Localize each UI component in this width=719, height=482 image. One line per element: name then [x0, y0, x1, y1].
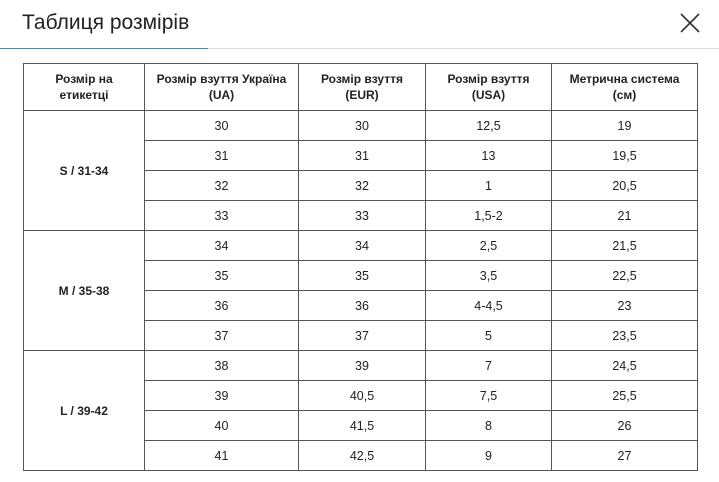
header-label-size: Розмір на етикетці	[24, 64, 145, 111]
eur-size-cell: 32	[299, 171, 426, 201]
usa-size-cell: 9	[426, 441, 552, 471]
metric-size-cell: 26	[552, 411, 698, 441]
size-group-label: L / 39-42	[24, 351, 145, 471]
header-ua-size: Розмір взуття Україна (UA)	[145, 64, 299, 111]
metric-size-cell: 20,5	[552, 171, 698, 201]
usa-size-cell: 4-4,5	[426, 291, 552, 321]
ua-size-cell: 31	[145, 141, 299, 171]
metric-size-cell: 27	[552, 441, 698, 471]
eur-size-cell: 41,5	[299, 411, 426, 441]
metric-size-cell: 25,5	[552, 381, 698, 411]
metric-size-cell: 19,5	[552, 141, 698, 171]
usa-size-cell: 1	[426, 171, 552, 201]
metric-size-cell: 19	[552, 111, 698, 141]
header-eur-size: Розмір взуття (EUR)	[299, 64, 426, 111]
eur-size-cell: 37	[299, 321, 426, 351]
header-metric-size: Метрична система (см)	[552, 64, 698, 111]
close-icon	[676, 9, 704, 37]
usa-size-cell: 7,5	[426, 381, 552, 411]
size-group-label: S / 31-34	[24, 111, 145, 231]
usa-size-cell: 12,5	[426, 111, 552, 141]
eur-size-cell: 34	[299, 231, 426, 261]
metric-size-cell: 21,5	[552, 231, 698, 261]
ua-size-cell: 33	[145, 201, 299, 231]
eur-size-cell: 39	[299, 351, 426, 381]
eur-size-cell: 33	[299, 201, 426, 231]
ua-size-cell: 38	[145, 351, 299, 381]
eur-size-cell: 31	[299, 141, 426, 171]
eur-size-cell: 40,5	[299, 381, 426, 411]
usa-size-cell: 13	[426, 141, 552, 171]
size-table	[23, 63, 698, 471]
ua-size-cell: 40	[145, 411, 299, 441]
close-button[interactable]	[676, 9, 704, 37]
metric-size-cell: 23,5	[552, 321, 698, 351]
table-header-row	[24, 64, 698, 111]
ua-size-cell: 36	[145, 291, 299, 321]
usa-size-cell: 5	[426, 321, 552, 351]
table-row	[24, 351, 698, 381]
title-underline	[0, 48, 208, 49]
table-body	[24, 111, 698, 471]
ua-size-cell: 32	[145, 171, 299, 201]
usa-size-cell: 3,5	[426, 261, 552, 291]
size-group-label: M / 35-38	[24, 231, 145, 351]
ua-size-cell: 30	[145, 111, 299, 141]
metric-size-cell: 22,5	[552, 261, 698, 291]
metric-size-cell: 23	[552, 291, 698, 321]
ua-size-cell: 39	[145, 381, 299, 411]
usa-size-cell: 8	[426, 411, 552, 441]
ua-size-cell: 34	[145, 231, 299, 261]
header-usa-size: Розмір взуття (USA)	[426, 64, 552, 111]
usa-size-cell: 2,5	[426, 231, 552, 261]
eur-size-cell: 35	[299, 261, 426, 291]
metric-size-cell: 21	[552, 201, 698, 231]
usa-size-cell: 7	[426, 351, 552, 381]
usa-size-cell: 1,5-2	[426, 201, 552, 231]
eur-size-cell: 42,5	[299, 441, 426, 471]
modal-title: Таблиця розмірів	[22, 11, 190, 34]
ua-size-cell: 35	[145, 261, 299, 291]
table-row	[24, 111, 698, 141]
modal-header	[0, 0, 719, 49]
ua-size-cell: 41	[145, 441, 299, 471]
eur-size-cell: 30	[299, 111, 426, 141]
table-row	[24, 231, 698, 261]
eur-size-cell: 36	[299, 291, 426, 321]
ua-size-cell: 37	[145, 321, 299, 351]
metric-size-cell: 24,5	[552, 351, 698, 381]
